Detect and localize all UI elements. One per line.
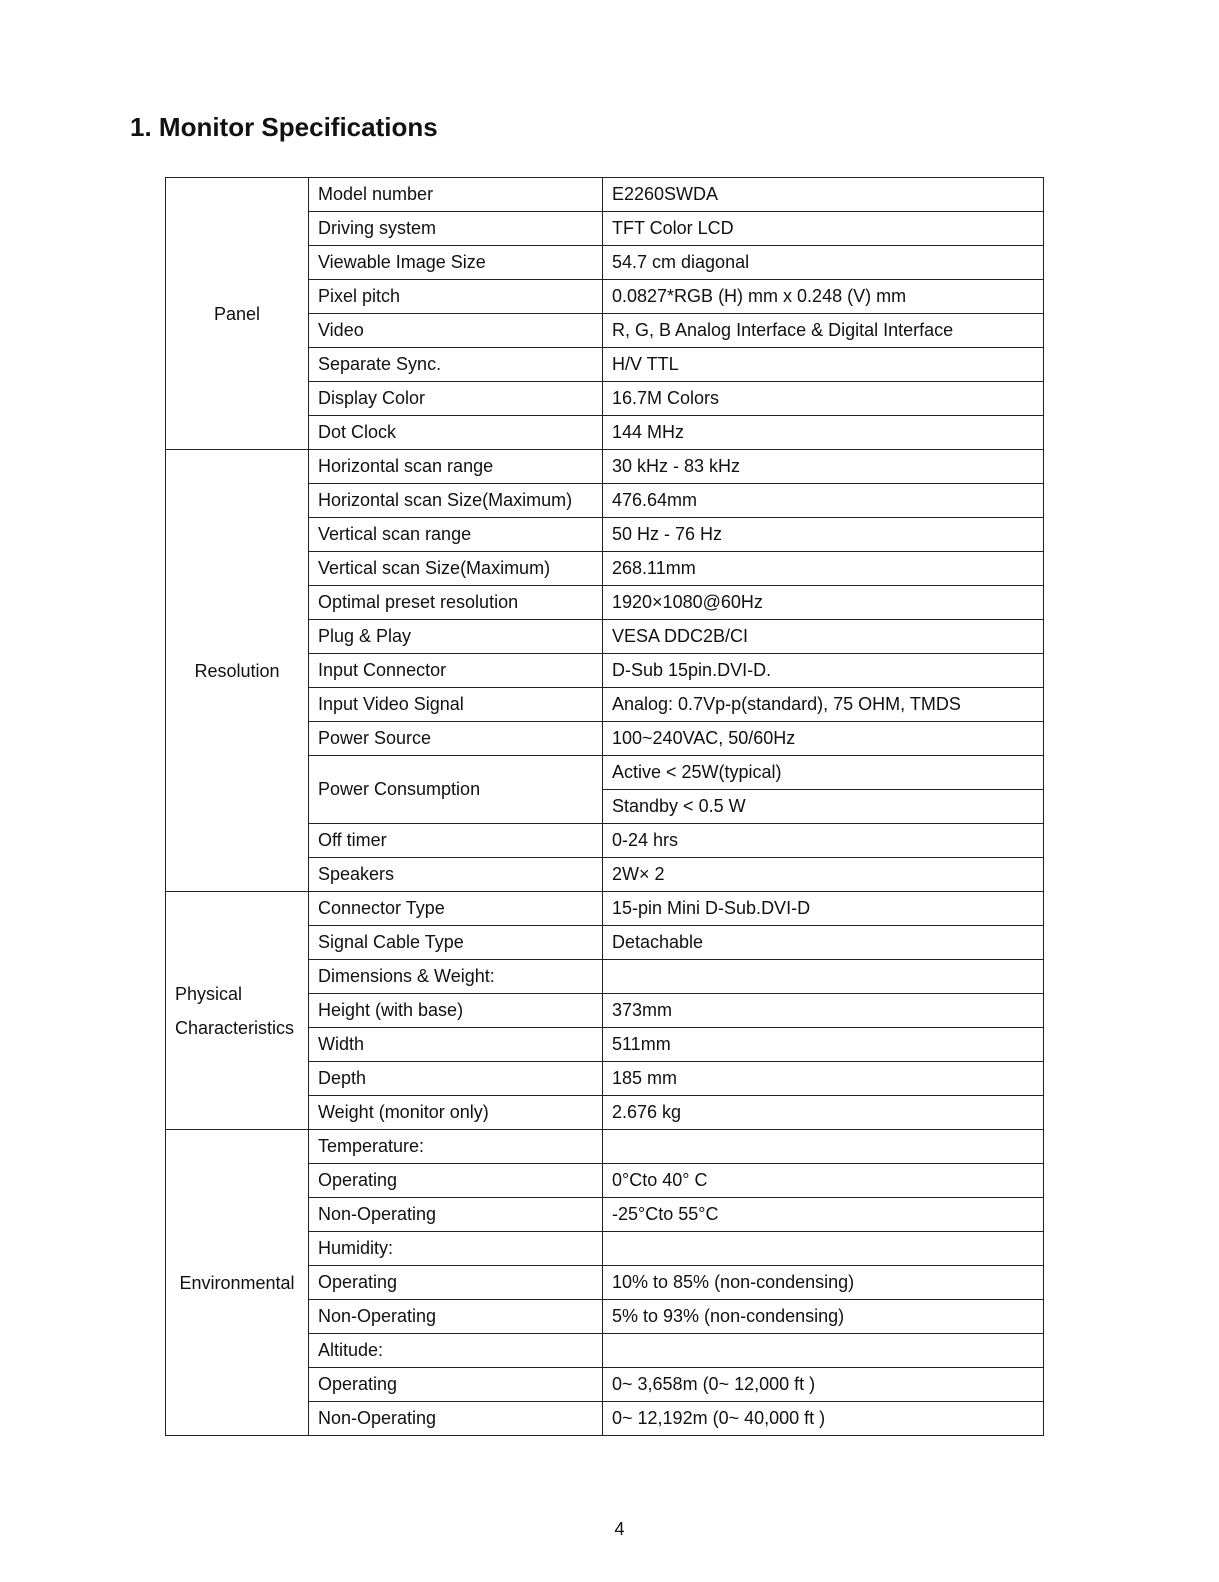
spec-value: R, G, B Analog Interface & Digital Interface bbox=[603, 314, 1044, 348]
spec-label: Pixel pitch bbox=[309, 280, 603, 314]
spec-value: Active < 25W(typical) bbox=[603, 756, 1044, 790]
spec-label: Power Source bbox=[309, 722, 603, 756]
spec-value: 511mm bbox=[603, 1028, 1044, 1062]
spec-label: Depth bbox=[309, 1062, 603, 1096]
spec-value: 5% to 93% (non-condensing) bbox=[603, 1300, 1044, 1334]
spec-label: Temperature: bbox=[309, 1130, 603, 1164]
spec-label: Plug & Play bbox=[309, 620, 603, 654]
section-physical: Physical Characteristics bbox=[166, 892, 309, 1130]
spec-value: 16.7M Colors bbox=[603, 382, 1044, 416]
spec-label: Non-Operating bbox=[309, 1300, 603, 1334]
specifications-table bbox=[165, 177, 1044, 1436]
spec-value: TFT Color LCD bbox=[603, 212, 1044, 246]
spec-label: Non-Operating bbox=[309, 1402, 603, 1436]
spec-value: Standby < 0.5 W bbox=[603, 790, 1044, 824]
spec-value: 268.11mm bbox=[603, 552, 1044, 586]
section-resolution: Resolution bbox=[166, 450, 309, 892]
spec-value: 0.0827*RGB (H) mm x 0.248 (V) mm bbox=[603, 280, 1044, 314]
spec-label: Dimensions & Weight: bbox=[309, 960, 603, 994]
spec-label: Operating bbox=[309, 1266, 603, 1300]
spec-value bbox=[603, 1232, 1044, 1266]
spec-label: Humidity: bbox=[309, 1232, 603, 1266]
spec-value: H/V TTL bbox=[603, 348, 1044, 382]
spec-value: 185 mm bbox=[603, 1062, 1044, 1096]
spec-label: Input Connector bbox=[309, 654, 603, 688]
spec-value: 0°Cto 40° C bbox=[603, 1164, 1044, 1198]
page-number: 4 bbox=[614, 1519, 625, 1539]
spec-value: 1920×1080@60Hz bbox=[603, 586, 1044, 620]
spec-value: 30 kHz - 83 kHz bbox=[603, 450, 1044, 484]
spec-label: Model number bbox=[309, 178, 603, 212]
spec-label: Operating bbox=[309, 1164, 603, 1198]
spec-value: 0-24 hrs bbox=[603, 824, 1044, 858]
spec-value: D-Sub 15pin.DVI-D. bbox=[603, 654, 1044, 688]
spec-value: 15-pin Mini D-Sub.DVI-D bbox=[603, 892, 1044, 926]
spec-value bbox=[603, 1130, 1044, 1164]
spec-label: Non-Operating bbox=[309, 1198, 603, 1232]
spec-value: 100~240VAC, 50/60Hz bbox=[603, 722, 1044, 756]
spec-value: VESA DDC2B/CI bbox=[603, 620, 1044, 654]
section-panel: Panel bbox=[166, 178, 309, 450]
spec-value: 476.64mm bbox=[603, 484, 1044, 518]
table-row bbox=[166, 178, 1044, 212]
spec-label: Operating bbox=[309, 1368, 603, 1402]
table-row bbox=[166, 450, 1044, 484]
section-environmental: Environmental bbox=[166, 1130, 309, 1436]
spec-value: Analog: 0.7Vp-p(standard), 75 OHM, TMDS bbox=[603, 688, 1044, 722]
spec-value: 0~ 3,658m (0~ 12,000 ft ) bbox=[603, 1368, 1044, 1402]
table-row bbox=[166, 892, 1044, 926]
spec-label: Driving system bbox=[309, 212, 603, 246]
spec-label: Viewable Image Size bbox=[309, 246, 603, 280]
spec-value bbox=[603, 960, 1044, 994]
spec-value: 2W× 2 bbox=[603, 858, 1044, 892]
spec-value: 2.676 kg bbox=[603, 1096, 1044, 1130]
spec-value: 373mm bbox=[603, 994, 1044, 1028]
spec-label: Off timer bbox=[309, 824, 603, 858]
spec-value: 144 MHz bbox=[603, 416, 1044, 450]
spec-value: E2260SWDA bbox=[603, 178, 1044, 212]
spec-label: Video bbox=[309, 314, 603, 348]
spec-value: -25°Cto 55°C bbox=[603, 1198, 1044, 1232]
spec-label: Vertical scan Size(Maximum) bbox=[309, 552, 603, 586]
spec-label: Connector Type bbox=[309, 892, 603, 926]
spec-label: Dot Clock bbox=[309, 416, 603, 450]
spec-label: Input Video Signal bbox=[309, 688, 603, 722]
spec-label: Optimal preset resolution bbox=[309, 586, 603, 620]
spec-value: Detachable bbox=[603, 926, 1044, 960]
spec-value: 10% to 85% (non-condensing) bbox=[603, 1266, 1044, 1300]
spec-label: Separate Sync. bbox=[309, 348, 603, 382]
spec-label: Horizontal scan Size(Maximum) bbox=[309, 484, 603, 518]
spec-value bbox=[603, 1334, 1044, 1368]
spec-label: Width bbox=[309, 1028, 603, 1062]
spec-label: Height (with base) bbox=[309, 994, 603, 1028]
spec-value: 50 Hz - 76 Hz bbox=[603, 518, 1044, 552]
spec-label: Horizontal scan range bbox=[309, 450, 603, 484]
page-title: 1. Monitor Specifications bbox=[130, 112, 438, 142]
spec-label: Weight (monitor only) bbox=[309, 1096, 603, 1130]
spec-value: 0~ 12,192m (0~ 40,000 ft ) bbox=[603, 1402, 1044, 1436]
spec-label: Power Consumption bbox=[309, 756, 603, 824]
spec-label: Altitude: bbox=[309, 1334, 603, 1368]
spec-label: Vertical scan range bbox=[309, 518, 603, 552]
spec-label: Display Color bbox=[309, 382, 603, 416]
spec-label: Speakers bbox=[309, 858, 603, 892]
table-row bbox=[166, 1130, 1044, 1164]
spec-label: Signal Cable Type bbox=[309, 926, 603, 960]
spec-value: 54.7 cm diagonal bbox=[603, 246, 1044, 280]
